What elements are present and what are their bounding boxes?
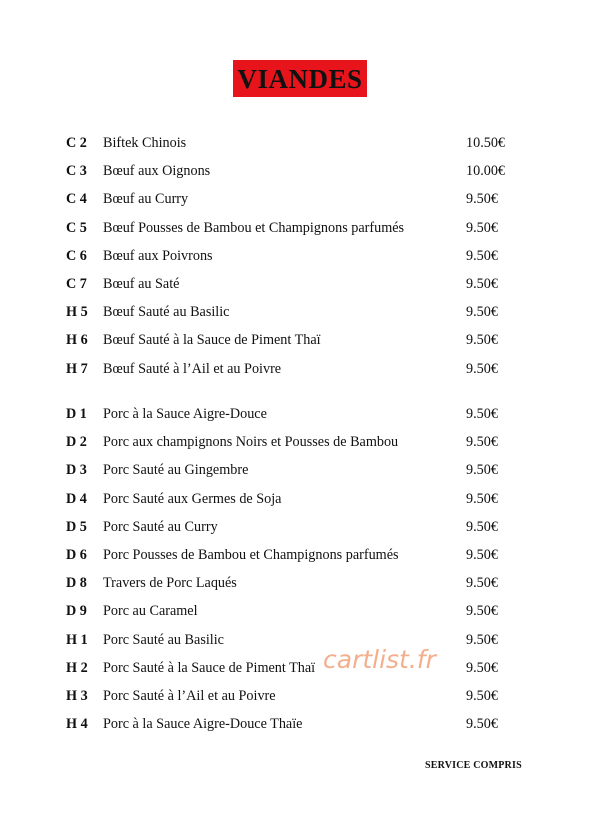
dish-price: 9.50€ [466,546,498,563]
dish-price: 9.50€ [466,631,498,648]
pork-dish-list [66,400,546,738]
menu-item [66,626,546,654]
menu-item [66,485,546,513]
dish-price: 10.00€ [466,163,506,180]
dish-code: C 5 [66,219,87,236]
dish-name: Bœuf Pousses de Bambou et Champignons parfumés [103,219,405,236]
dish-price: 9.50€ [466,687,498,704]
menu-item [66,157,546,185]
dish-code: D 8 [66,575,87,592]
dish-name: Bœuf au Curry [103,191,189,208]
dish-price: 10.50€ [466,135,506,151]
menu-item [66,326,546,354]
dish-code: C 7 [66,275,87,292]
menu-item [66,355,546,383]
dish-code: H 1 [66,631,88,648]
dish-price: 9.50€ [466,518,498,535]
menu-item [66,456,546,484]
dish-code: H 5 [66,304,88,321]
dish-price: 9.50€ [466,434,498,451]
menu-item [66,654,546,682]
menu-item [66,428,546,456]
dish-code: C 6 [66,247,87,264]
dish-name: Porc aux champignons Noirs et Pousses de Bambou [103,434,399,451]
dish-code: H 7 [66,360,88,377]
dish-price: 9.50€ [466,304,498,321]
dish-price: 9.50€ [466,659,498,676]
menu-item [66,270,546,298]
menu-item [66,710,546,738]
dish-code: H 4 [66,716,88,733]
menu-item [66,569,546,597]
dish-name: Bœuf Sauté à la Sauce de Piment Thaï [103,332,321,349]
dish-name: Porc à la Sauce Aigre-Douce Thaïe [103,716,303,733]
menu-item [66,214,546,242]
dish-price: 9.50€ [466,275,498,292]
dish-price: 9.50€ [466,575,498,592]
dish-name: Porc Pousses de Bambou et Champignons parfumés [103,546,399,563]
menu-item [66,242,546,270]
title-wrapper [0,60,600,97]
dish-price: 9.50€ [466,219,498,236]
dish-price: 9.50€ [466,490,498,507]
dish-code: H 6 [66,332,88,349]
dish-name: Porc au Caramel [103,603,198,620]
menu-item [66,541,546,569]
dish-price: 9.50€ [466,406,498,422]
dish-name: Bœuf Sauté au Basilic [103,304,230,321]
dish-name: Porc Sauté à l’Ail et au Poivre [103,687,276,704]
dish-name: Biftek Chinois [103,135,187,151]
dish-code: D 9 [66,603,87,620]
dish-price: 9.50€ [466,603,498,620]
dish-code: D 4 [66,490,87,507]
beef-dish-list [66,129,546,383]
dish-name: Porc Sauté au Curry [103,518,218,535]
dish-name: Bœuf au Saté [103,275,180,292]
dish-code: H 2 [66,659,88,676]
dish-code: C 2 [66,135,87,151]
dish-name: Porc Sauté au Basilic [103,631,224,648]
dish-code: D 1 [66,406,87,422]
dish-price: 9.50€ [466,360,498,377]
menu-item [66,129,546,157]
menu-item [66,400,546,428]
dish-code: H 3 [66,687,88,704]
dish-name: Bœuf Sauté à l’Ail et au Poivre [103,360,282,377]
menu-item [66,298,546,326]
menu-item [66,185,546,213]
dish-code: D 6 [66,546,87,563]
dish-name: Porc Sauté aux Germes de Soja [103,490,282,507]
menu-item [66,513,546,541]
dish-name: Bœuf aux Oignons [103,163,211,180]
dish-name: Bœuf aux Poivrons [103,247,213,264]
dish-price: 9.50€ [466,462,498,479]
dish-code: D 3 [66,462,87,479]
dish-price: 9.50€ [466,716,498,733]
service-note: SERVICE COMPRIS [425,760,522,771]
dish-name: Travers de Porc Laqués [103,575,237,592]
menu-item [66,597,546,625]
dish-code: D 2 [66,434,87,451]
menu-item [66,682,546,710]
dish-price: 9.50€ [466,247,498,264]
dish-price: 9.50€ [466,332,498,349]
page-title: VIANDES [233,60,366,97]
dish-name: Porc à la Sauce Aigre-Douce [103,406,267,422]
dish-code: C 3 [66,163,87,180]
dish-code: D 5 [66,518,87,535]
dish-price: 9.50€ [466,191,498,208]
watermark: cartlist.fr [323,645,436,674]
dish-code: C 4 [66,191,87,208]
dish-name: Porc Sauté à la Sauce de Piment Thaï [103,659,316,676]
dish-name: Porc Sauté au Gingembre [103,462,249,479]
